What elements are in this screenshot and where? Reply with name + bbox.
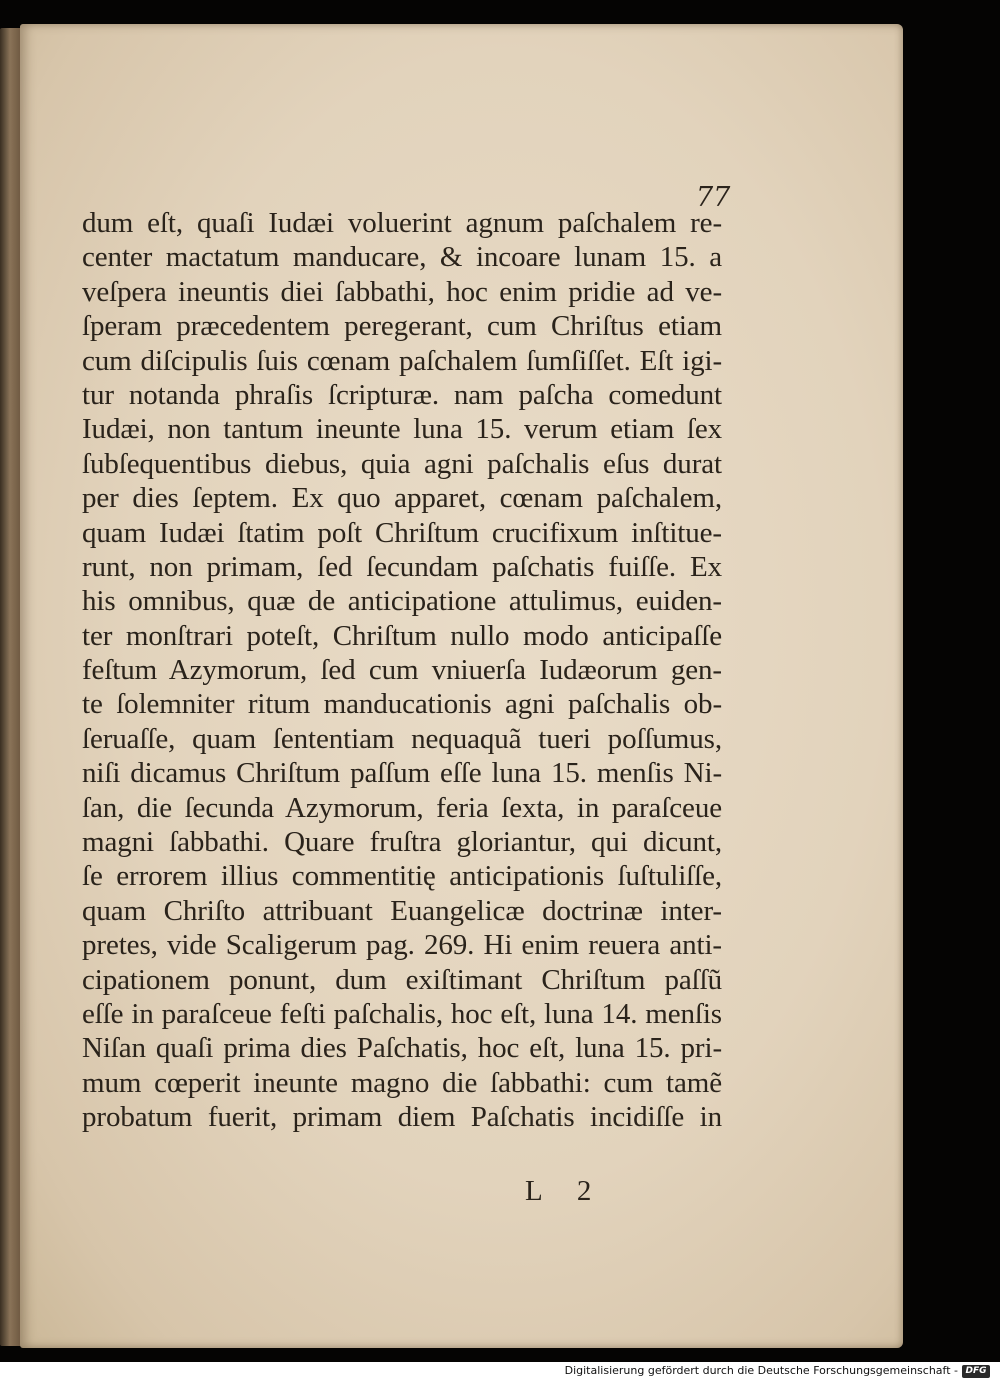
- text-line: te ſolemniter ritum manducationis agni paſchalis ob-: [82, 688, 722, 721]
- text-line: veſpera ineuntis diei ſabbathi, hoc enim pridie ad ve-: [82, 275, 722, 308]
- text-line: Niſan quaſi prima dies Paſchatis, hoc eſt, luna 15. pri-: [82, 1032, 722, 1065]
- text-line: per dies ſeptem. Ex quo apparet, cœnam paſchalem,: [82, 482, 722, 515]
- text-line: pretes, vide Scaligerum pag. 269. Hi enim reuera anti-: [82, 929, 722, 962]
- text-line: ſperam præcedentem peregerant, cum Chriſtus etiam: [82, 310, 722, 343]
- text-line: niſi dicamus Chriſtum paſſum eſſe luna 15. menſis Ni-: [82, 757, 722, 790]
- text-line: magni ſabbathi. Quare fruſtra gloriantur, qui dicunt,: [82, 826, 722, 859]
- page-number: 77: [696, 182, 731, 213]
- text-line: his omnibus, quæ de anticipatione attulimus, euiden-: [82, 585, 722, 618]
- text-line: ter monſtrari poteſt, Chriſtum nullo modo anticipaſſe: [82, 619, 722, 652]
- footer-bar: [0, 1362, 1000, 1383]
- body-text: [82, 206, 722, 1135]
- text-line: quam Iudæi ſtatim poſt Chriſtum crucifixum inſtitue-: [82, 516, 722, 549]
- text-line: center mactatum manducare, & incoare lunam 15. a: [82, 241, 722, 274]
- text-line: runt, non primam, ſed ſecundam paſchatis fuiſſe. Ex: [82, 550, 722, 583]
- text-line: probatum fuerit, primam diem Paſchatis incidiſſe in: [82, 1101, 722, 1134]
- page-fore-edge: [0, 28, 22, 1346]
- text-line: quam Chriſto attribuant Euangelicæ doctrinæ inter-: [82, 894, 722, 927]
- text-line: tur notanda phraſis ſcripturæ. nam paſcha comedunt: [82, 378, 722, 411]
- text-line: mum cœperit ineunte magno die ſabbathi: cum tamẽ: [82, 1066, 722, 1099]
- text-line: ſe errorem illius commentitię anticipationis ſuſtuliſſe,: [82, 860, 722, 893]
- text-line: cipationem ponunt, dum exiſtimant Chriſtum paſſũ: [82, 963, 722, 996]
- dfg-logo-icon: DFG: [962, 1365, 990, 1378]
- text-line: cum diſcipulis ſuis cœnam paſchalem ſumſiſſet. Eſt igi-: [82, 344, 722, 377]
- text-line: ſubſequentibus diebus, quia agni paſchalis eſus durat: [82, 447, 722, 480]
- signature-mark: L 2: [525, 1175, 606, 1207]
- text-line: ſan, die ſecunda Azymorum, feria ſexta, in paraſceue: [82, 791, 722, 824]
- text-line: ſeruaſſe, quam ſententiam nequaquã tueri poſſumus,: [82, 722, 722, 755]
- funding-credit: Digitalisierung gefördert durch die Deutsche Forschungsgemeinschaft -: [564, 1364, 958, 1377]
- text-line: dum eſt, quaſi Iudæi voluerint agnum paſchalem re-: [82, 207, 722, 239]
- text-line: Iudæi, non tantum ineunte luna 15. verum etiam ſex: [82, 413, 722, 446]
- text-line: feſtum Azymorum, ſed cum vniuerſa Iudæorum gen-: [82, 654, 722, 687]
- text-line: eſſe in paraſceue feſti paſchalis, hoc eſt, luna 14. menſis: [82, 997, 722, 1030]
- book-page: [20, 24, 903, 1348]
